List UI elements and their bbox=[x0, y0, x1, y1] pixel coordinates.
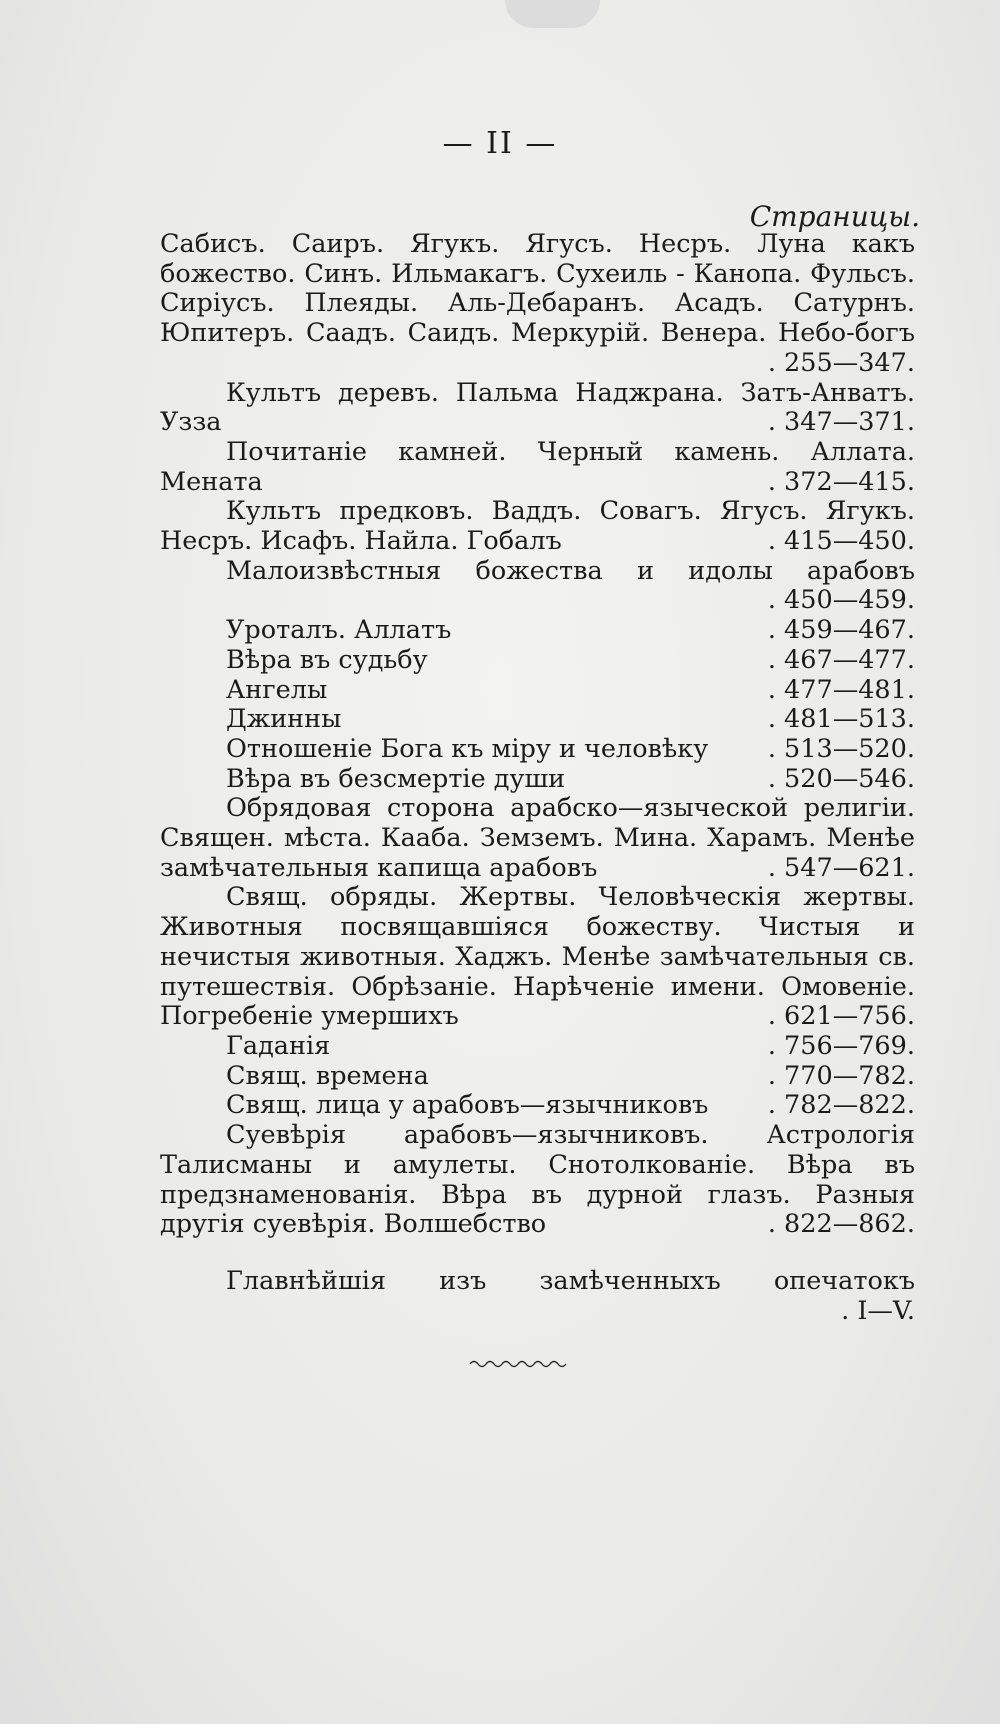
toc-entry bbox=[160, 765, 915, 795]
toc-entry bbox=[160, 676, 915, 706]
toc-entry-title: Свящ. времена bbox=[226, 1060, 429, 1091]
toc-entry-pages: . 621—756. bbox=[767, 1001, 915, 1032]
toc-entry bbox=[160, 1032, 915, 1062]
toc-entry-pages: . 481—513. bbox=[767, 704, 915, 735]
toc-entry bbox=[160, 705, 915, 735]
toc-entry-pages: . 782—822. bbox=[767, 1090, 915, 1121]
toc-entry-title: Культъ предковъ. Ваддъ. Совагъ. Ягусъ. Ягукъ. Несръ. Исафъ. Найла. Гобалъ bbox=[160, 496, 915, 557]
toc-entry-title: Почитаніе камней. Черный камень. Аллата. Мената bbox=[160, 436, 915, 497]
page-number: — II — bbox=[442, 126, 558, 161]
pages-column-header: Страницы. bbox=[749, 200, 920, 233]
toc-entry-title: Гаданія bbox=[226, 1030, 331, 1061]
toc-entry-title: Отношеніе Бога къ міру и человѣку bbox=[226, 733, 709, 764]
toc-entry-title: Уроталъ. Аллатъ bbox=[226, 615, 452, 646]
toc-entry bbox=[160, 616, 915, 646]
toc-entry-pages: . 450—459. bbox=[767, 585, 915, 616]
toc-entry bbox=[160, 883, 915, 1032]
toc-entry bbox=[160, 1062, 915, 1092]
toc-entry bbox=[160, 646, 915, 676]
table-of-contents bbox=[160, 230, 915, 1326]
toc-entry bbox=[160, 1091, 915, 1121]
toc-entry-pages: . 477—481. bbox=[767, 674, 915, 705]
toc-entry-title: Сабисъ. Саиръ. Ягукъ. Ягусъ. Несръ. Луна какъ божество. Синъ. Ильмакагъ. Сухеиль - Канопа. Фульсъ. Сиріусъ. Плеяды. Аль-Дебаранъ. Асадъ. Сатурнъ. Юпитеръ. Саадъ. Саидъ. Меркурій. Венера. Небо-богъ bbox=[160, 229, 915, 349]
wavy-rule-ornament bbox=[468, 1358, 568, 1370]
toc-entry bbox=[160, 438, 915, 497]
toc-entry-title: Джинны bbox=[226, 704, 342, 735]
toc-entry-pages: . 372—415. bbox=[767, 466, 915, 497]
toc-entry-pages: . 459—467. bbox=[767, 615, 915, 646]
toc-entry-pages: . 255—347. bbox=[767, 347, 915, 378]
toc-entry-pages: . 415—450. bbox=[767, 526, 915, 557]
toc-entry-title: Ангелы bbox=[226, 674, 328, 705]
errata-entry bbox=[160, 1267, 915, 1326]
toc-entry bbox=[160, 735, 915, 765]
toc-entry-pages: . 347—371. bbox=[767, 407, 915, 438]
toc-entry-title: Обрядовая сторона арабско—языческой религіи. Священ. мѣста. Кааба. Земземъ. Мина. Харамъ. Менѣе замѣчательныя капища арабовъ bbox=[160, 793, 915, 883]
toc-entry-pages: . 513—520. bbox=[767, 733, 915, 764]
toc-entry-pages: . 547—621. bbox=[767, 852, 915, 883]
toc-entry bbox=[160, 1121, 915, 1240]
toc-entry bbox=[160, 497, 915, 556]
toc-entry-pages: . 467—477. bbox=[767, 644, 915, 675]
errata-title: Главнѣйшія изъ замѣченныхъ опечатокъ bbox=[226, 1265, 915, 1296]
toc-entry bbox=[160, 379, 915, 438]
toc-entry-title: Культъ деревъ. Пальма Наджрана. Затъ-Анватъ. Узза bbox=[160, 377, 915, 438]
toc-entry-pages: . 822—862. bbox=[767, 1209, 915, 1240]
toc-entry-title: Вѣра въ безсмертіе души bbox=[226, 763, 566, 794]
toc-entry-title: Суевѣрія арабовъ—язычниковъ. Астрологія Талисманы и амулеты. Снотолкованіе. Вѣра въ предзнаменованія. Вѣра въ дурной глазъ. Разныя другія суевѣрія. Волшебство bbox=[160, 1120, 915, 1240]
toc-entry-title: Свящ. лица у арабовъ—язычниковъ bbox=[226, 1090, 709, 1121]
page-tab-notch bbox=[505, 0, 600, 28]
toc-entry-title: Свящ. обряды. Жертвы. Человѣческія жертвы. Животныя посвящавшіяся божеству. Чистыя и нечистыя животныя. Хаджъ. Менѣе замѣчательныя св. путешествія. Обрѣзаніе. Нарѣченіе имени. Омовеніе. Погребеніе умершихъ bbox=[160, 882, 915, 1032]
toc-entry bbox=[160, 794, 915, 883]
errata-pages: . I—V. bbox=[841, 1295, 915, 1326]
toc-entry-title: Малоизвѣстныя божества и идолы арабовъ bbox=[226, 555, 915, 586]
toc-entry-pages: . 756—769. bbox=[767, 1030, 915, 1061]
toc-entry-title: Вѣра въ судьбу bbox=[226, 644, 428, 675]
toc-entry bbox=[160, 557, 915, 616]
toc-entry bbox=[160, 230, 915, 379]
toc-entry-pages: . 770—782. bbox=[767, 1060, 915, 1091]
toc-entry-pages: . 520—546. bbox=[767, 763, 915, 794]
